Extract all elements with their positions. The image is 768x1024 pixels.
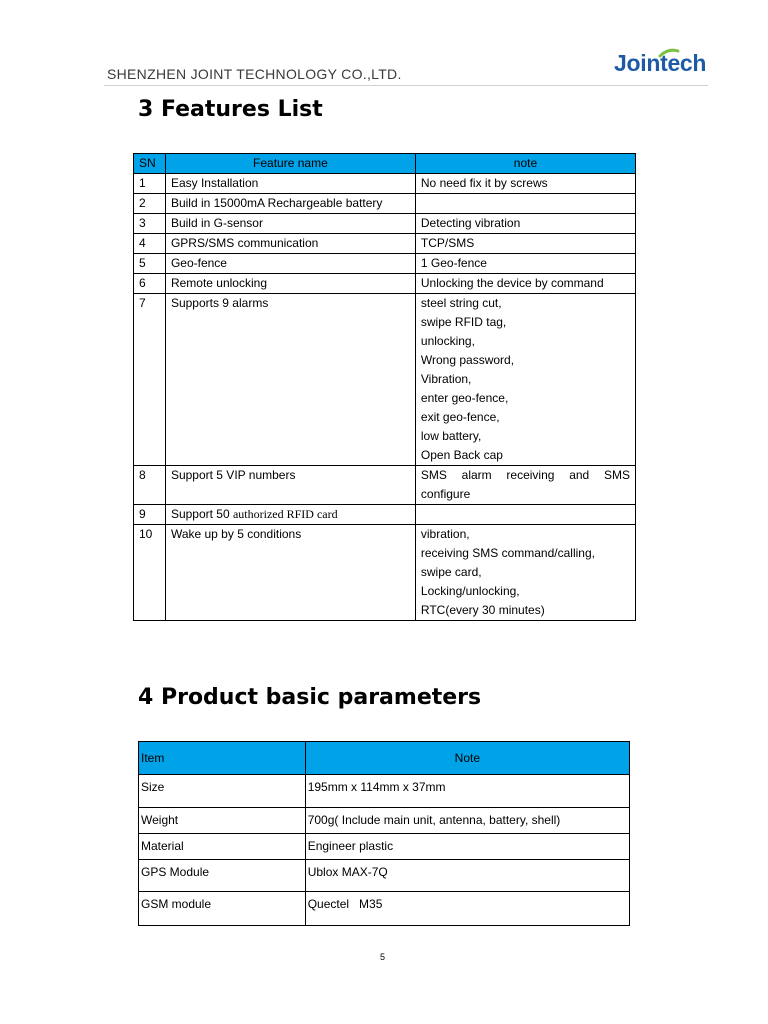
section-4-title: 4 Product basic parameters — [138, 685, 482, 710]
logo-text: Jointech — [614, 50, 707, 76]
row-sn: 1 — [134, 174, 166, 194]
row-sn: 2 — [134, 194, 166, 214]
table-row — [134, 294, 636, 466]
row-note — [415, 214, 635, 234]
params-header-row — [139, 742, 630, 775]
note-line: TCP/SMS — [420, 236, 475, 250]
note-line: RTC(every 30 minutes) — [420, 603, 545, 617]
table-row — [134, 505, 636, 525]
param-note: 700g( Include main unit, antenna, battery, shell) — [305, 808, 629, 834]
note-line: enter geo-fence, — [420, 391, 509, 405]
row-feature-name — [165, 505, 415, 525]
features-table — [133, 153, 636, 621]
col-note-header: Note — [305, 742, 629, 775]
row-feature-name: Wake up by 5 conditions — [165, 525, 415, 621]
features-body — [134, 174, 636, 621]
table-row — [134, 234, 636, 254]
note-line: swipe RFID tag, — [420, 315, 507, 329]
table-row — [134, 254, 636, 274]
row-note — [415, 254, 635, 274]
table-row — [134, 174, 636, 194]
table-row — [134, 214, 636, 234]
param-note: Ublox MAX-7Q — [305, 860, 629, 892]
note-line: Open Back cap — [420, 448, 503, 462]
features-header-row — [134, 154, 636, 174]
table-row — [134, 274, 636, 294]
note-line: 1 Geo-fence — [420, 256, 487, 270]
param-note: Quectel M35 — [305, 892, 629, 926]
col-sn-header: SN — [134, 154, 166, 174]
row-note — [415, 274, 635, 294]
header-rule — [104, 85, 708, 86]
table-row — [139, 834, 630, 860]
row-note — [415, 174, 635, 194]
table-row — [139, 860, 630, 892]
table-row — [134, 194, 636, 214]
row-note — [415, 294, 635, 466]
param-item: Size — [139, 775, 306, 808]
row-feature-name: Supports 9 alarms — [165, 294, 415, 466]
jointech-logo — [614, 50, 706, 77]
row-sn: 7 — [134, 294, 166, 466]
table-row — [139, 775, 630, 808]
note-line: exit geo-fence, — [420, 410, 500, 424]
row-sn: 6 — [134, 274, 166, 294]
note-line: Locking/unlocking, — [420, 584, 520, 598]
col-note-header: note — [415, 154, 635, 174]
note-line: receiving SMS command/calling, — [420, 546, 595, 560]
param-item: GPS Module — [139, 860, 306, 892]
col-feature-name-header: Feature name — [165, 154, 415, 174]
row-sn: 10 — [134, 525, 166, 621]
row-note — [415, 505, 635, 525]
row-sn: 9 — [134, 505, 166, 525]
row-sn: 5 — [134, 254, 166, 274]
note-line: swipe card, — [420, 565, 482, 579]
parameters-table — [138, 741, 630, 926]
note-line: steel string cut, — [420, 296, 502, 310]
row-sn: 8 — [134, 466, 166, 505]
params-body — [139, 775, 630, 926]
row-feature-name: Easy Installation — [165, 174, 415, 194]
row-feature-name: GPRS/SMS communication — [165, 234, 415, 254]
logo-swoosh-icon — [658, 48, 680, 58]
page-number: 5 — [380, 952, 386, 962]
section-3-title: 3 Features List — [138, 97, 323, 122]
note-line: unlocking, — [420, 334, 475, 348]
row-sn: 3 — [134, 214, 166, 234]
table-row — [139, 808, 630, 834]
param-note: Engineer plastic — [305, 834, 629, 860]
feature-name-prefix: Support 50 — [170, 507, 233, 521]
row-feature-name: Remote unlocking — [165, 274, 415, 294]
row-feature-name: Build in 15000mA Rechargeable battery — [165, 194, 415, 214]
table-row — [139, 892, 630, 926]
company-name: SHENZHEN JOINT TECHNOLOGY CO.,LTD. — [107, 66, 402, 82]
col-item-header: Item — [139, 742, 306, 775]
note-line: vibration, — [420, 527, 470, 541]
note-line: low battery, — [420, 429, 482, 443]
note-line: Unlocking the device by command — [420, 276, 604, 290]
param-item: Material — [139, 834, 306, 860]
feature-name-suffix: authorized RFID card — [232, 507, 338, 521]
note-line: Detecting vibration — [420, 216, 521, 230]
row-feature-name: Support 5 VIP numbers — [165, 466, 415, 505]
note-line: SMS alarm receiving and SMS configure — [420, 468, 630, 501]
note-line: Wrong password, — [420, 353, 515, 367]
param-note: 195mm x 114mm x 37mm — [305, 775, 629, 808]
row-note — [415, 194, 635, 214]
row-note — [415, 466, 635, 505]
note-line: Vibration, — [420, 372, 472, 386]
row-feature-name: Build in G-sensor — [165, 214, 415, 234]
row-feature-name: Geo-fence — [165, 254, 415, 274]
table-row — [134, 466, 636, 505]
row-sn: 4 — [134, 234, 166, 254]
note-line: No need fix it by screws — [420, 176, 548, 190]
row-note — [415, 234, 635, 254]
table-row — [134, 525, 636, 621]
row-note — [415, 525, 635, 621]
param-item: Weight — [139, 808, 306, 834]
param-item: GSM module — [139, 892, 306, 926]
